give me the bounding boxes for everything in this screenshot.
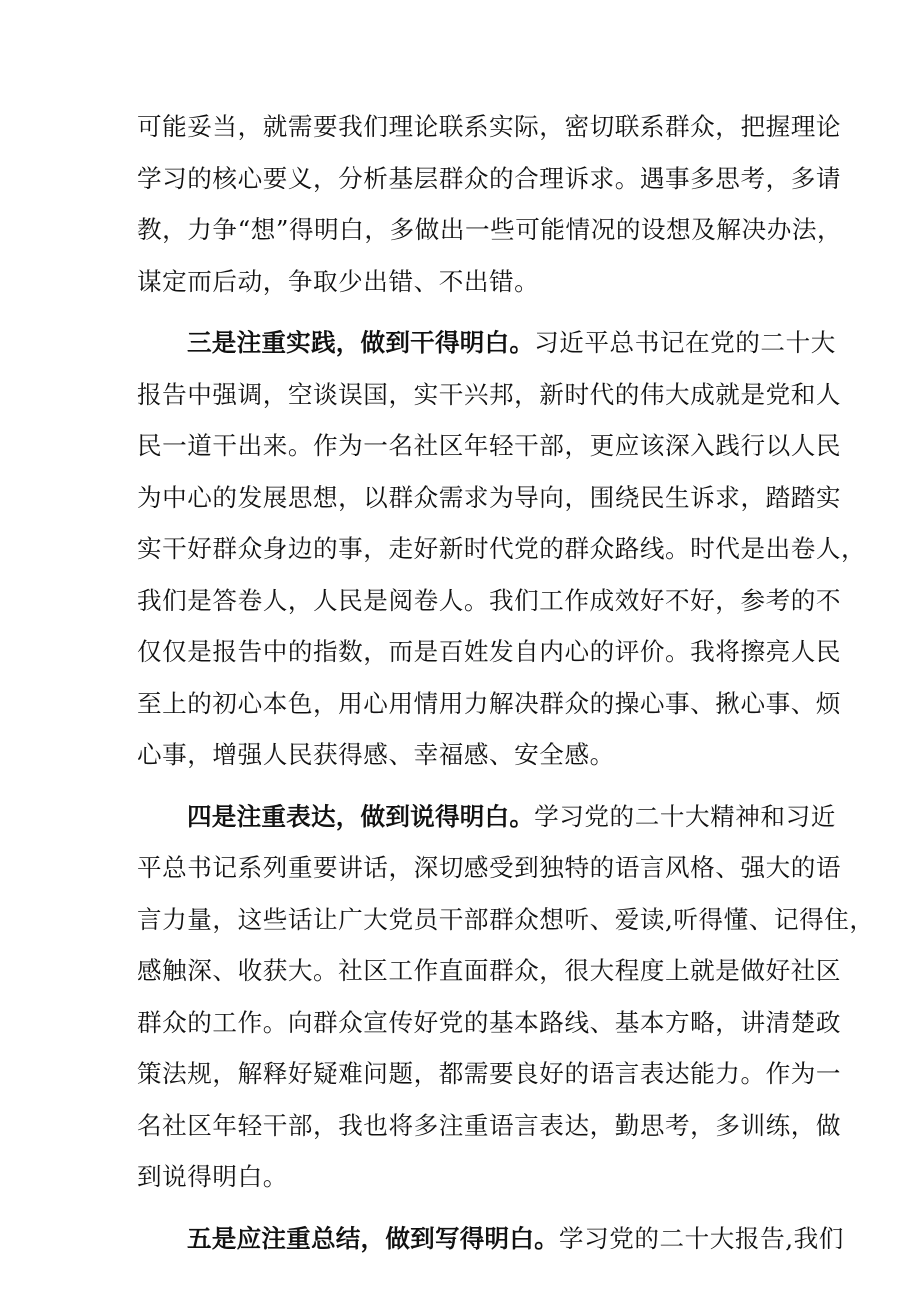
text-line: 可能妥当，就需要我们理论联系实际，密切联系群众，把握理论 — [137, 112, 842, 141]
text-run: 习近平总书记在党的二十大 — [534, 328, 836, 357]
text-line: 到说得明白。 — [137, 1162, 288, 1191]
text-line: 为中心的发展思想，以群众需求为导向，围绕民生诉求，踏踏实 — [137, 482, 842, 512]
paragraph-heading: 四是注重表达，做到说得明白。 — [187, 801, 535, 831]
paragraph-continuation — [137, 101, 843, 307]
paragraph-first-line — [137, 1213, 844, 1265]
text-line: 仅仅是报告中的指数，而是百姓发自内心的评价。我将擦亮人民 — [137, 637, 842, 666]
text-line: 平总书记系列重要讲话，深切感受到独特的语言风格、强大的语 — [137, 853, 842, 882]
paragraph-first-line — [137, 791, 836, 843]
text-line: 谋定而后动，争取少出错、不出错。 — [137, 266, 540, 296]
text-line: 至上的初心本色，用心用情用力解决群众的操心事、揪心事、烦 — [137, 688, 842, 718]
paragraph-first-line — [137, 317, 836, 369]
text-line: 群众的工作。向群众宣传好党的基本路线、基本方略，讲清楚政 — [137, 1007, 842, 1037]
paragraph-practice — [137, 317, 867, 781]
text-line: 实干好群众身边的事，走好新时代党的群众路线。时代是出卷人， — [137, 534, 867, 563]
text-line: 学习的核心要义，分析基层群众的合理诉求。遇事多思考，多请 — [137, 163, 842, 193]
paragraph-expression — [137, 791, 875, 1203]
paragraph-heading: 三是注重实践，做到干得明白。 — [187, 328, 535, 357]
text-line: 教，力争“想”得明白，多做出一些可能情况的设想及解决办法， — [137, 215, 843, 244]
text-line: 言力量，这些话让广大党员干部群众想听、爱读,听得懂、记得住， — [137, 904, 875, 934]
paragraph-heading: 五是应注重总结，做到写得明白。 — [187, 1223, 559, 1253]
document-body — [137, 101, 875, 1264]
text-line: 名社区年轻干部，我也将多注重语言表达，勤思考，多训练，做 — [137, 1110, 842, 1140]
text-line: 报告中强调，空谈误国，实干兴邦，新时代的伟大成就是党和人 — [137, 379, 842, 409]
text-line: 民一道干出来。作为一名社区年轻干部，更应该深入践行以人民 — [137, 431, 842, 460]
paragraph-summary — [137, 1213, 844, 1265]
text-line: 策法规，解释好疑难问题，都需要良好的语言表达能力。作为一 — [137, 1059, 842, 1088]
text-line: 感触深、收获大。社区工作直面群众，很大程度上就是做好社区 — [137, 956, 842, 985]
text-line: 心事，增强人民获得感、幸福感、安全感。 — [137, 740, 615, 769]
text-line: 我们是答卷人，人民是阅卷人。我们工作成效好不好，参考的不 — [137, 585, 842, 615]
text-run: 学习党的二十大报告,我们 — [558, 1223, 844, 1253]
text-run: 学习党的二十大精神和习近 — [534, 801, 836, 831]
